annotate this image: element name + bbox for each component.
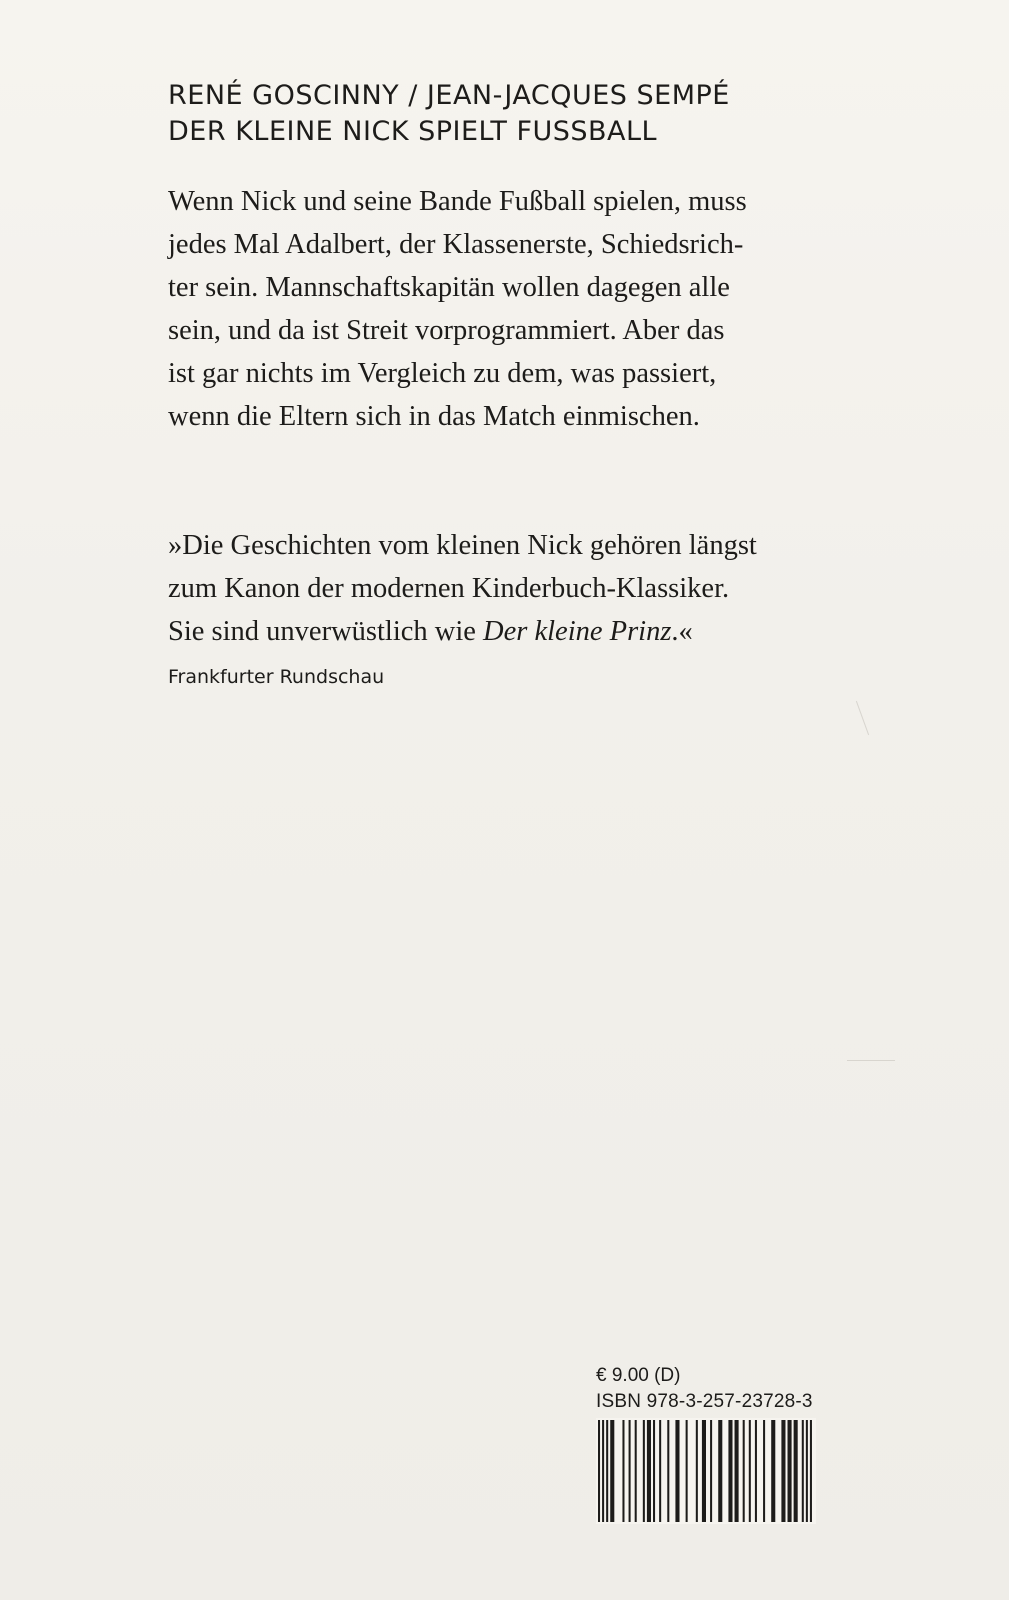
barcode-bar bbox=[802, 1420, 804, 1522]
isbn-barcode bbox=[596, 1418, 816, 1524]
barcode-bar bbox=[728, 1420, 732, 1522]
barcode-bar bbox=[781, 1420, 785, 1522]
barcode-bar bbox=[686, 1420, 688, 1522]
quote-line: »Die Geschichten vom kleinen Nick gehören längst bbox=[168, 530, 757, 561]
quote-line bbox=[168, 610, 848, 653]
cover-scratch-mark bbox=[856, 701, 869, 735]
barcode-bar bbox=[771, 1420, 775, 1522]
price-label: € 9.00 (D) bbox=[596, 1365, 681, 1386]
isbn-label: ISBN 978-3-257-23728-3 bbox=[596, 1391, 813, 1412]
quoted-book-title: Der kleine Prinz bbox=[483, 616, 672, 647]
barcode-bar bbox=[735, 1420, 739, 1522]
barcode-bar bbox=[763, 1420, 765, 1522]
barcode-bar bbox=[806, 1420, 808, 1522]
barcode-bar bbox=[675, 1420, 679, 1522]
quote-source: Frankfurter Rundschau bbox=[168, 666, 385, 688]
barcode-bar bbox=[598, 1420, 600, 1522]
barcode-bar bbox=[749, 1420, 751, 1522]
barcode-bar bbox=[629, 1420, 631, 1522]
barcode-bar bbox=[667, 1420, 669, 1522]
barcode-bar bbox=[606, 1420, 608, 1522]
barcode-bar bbox=[710, 1420, 712, 1522]
barcode-bar bbox=[810, 1420, 812, 1522]
blurb-line: jedes Mal Adalbert, der Klassenerste, Schiedsrich- bbox=[168, 229, 744, 260]
blurb-line: wenn die Eltern sich in das Match einmischen. bbox=[168, 401, 700, 432]
book-title: DER KLEINE NICK SPIELT FUSSBALL bbox=[168, 116, 658, 147]
barcode-bar bbox=[659, 1420, 661, 1522]
barcode-bar bbox=[643, 1420, 645, 1522]
blurb-line: ist gar nichts im Vergleich zu dem, was passiert, bbox=[168, 358, 717, 389]
barcode-bar bbox=[755, 1420, 757, 1522]
blurb-paragraph bbox=[168, 180, 828, 438]
blurb-line: sein, und da ist Streit vorprogrammiert. Aber das bbox=[168, 315, 725, 346]
author-line: RENÉ GOSCINNY / JEAN-JACQUES SEMPÉ bbox=[168, 80, 730, 111]
barcode-bar bbox=[718, 1420, 722, 1522]
barcode-bar bbox=[788, 1420, 792, 1522]
barcode-bar bbox=[602, 1420, 604, 1522]
title-block bbox=[168, 78, 868, 150]
barcode-bar bbox=[702, 1420, 706, 1522]
barcode-bar bbox=[794, 1420, 798, 1522]
barcode-bar bbox=[647, 1420, 651, 1522]
cover-scratch-mark bbox=[847, 1060, 895, 1061]
review-quote bbox=[168, 524, 848, 653]
blurb-line: Wenn Nick und seine Bande Fußball spielen, muss bbox=[168, 186, 747, 217]
barcode-bar bbox=[653, 1420, 655, 1522]
barcode-bar bbox=[635, 1420, 637, 1522]
barcode-bar bbox=[622, 1420, 624, 1522]
blurb-line: ter sein. Mannschaftskapitän wollen dagegen alle bbox=[168, 272, 730, 303]
quote-text: Sie sind unverwüstlich wie bbox=[168, 616, 484, 647]
quote-closing: .« bbox=[671, 616, 693, 647]
barcode-bar bbox=[610, 1420, 614, 1522]
barcode-bar bbox=[696, 1420, 698, 1522]
quote-line: zum Kanon der modernen Kinderbuch-Klassiker. bbox=[168, 573, 730, 604]
barcode-bar bbox=[743, 1420, 745, 1522]
